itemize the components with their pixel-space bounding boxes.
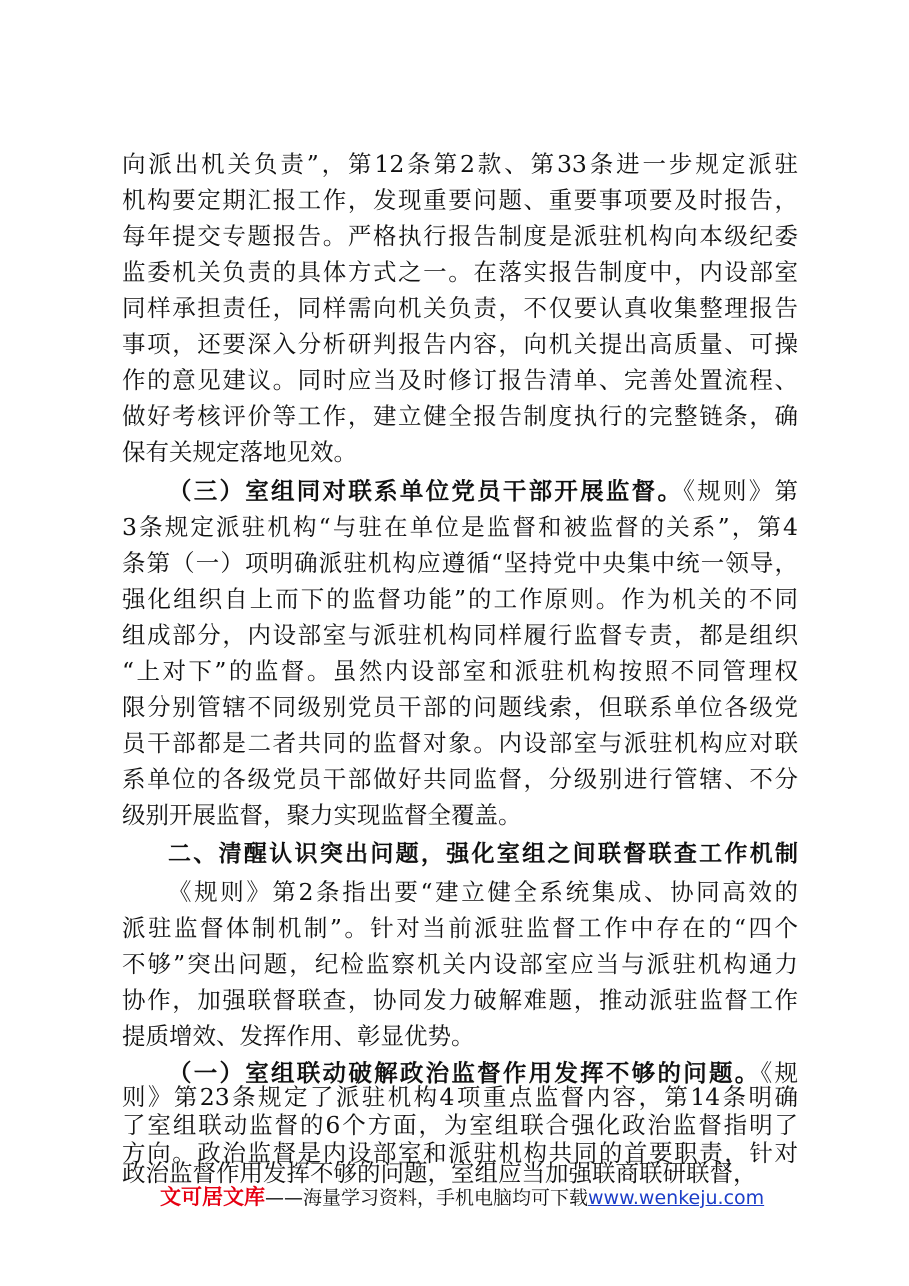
body-line: 协作，加强联督联查，协同发力破解难题，推动派驻监督工作: [122, 986, 798, 1014]
body-line: 限分别管辖不同级别党员干部的问题线索，但联系单位各级党: [122, 693, 798, 721]
footer-tagline: ——海量学习资料，手机电脑均可下载: [265, 1187, 589, 1209]
body-line: 则》第23条规定了派驻机构4项重点监督内容，第14条明确: [122, 1083, 798, 1111]
body-line: 向派出机关负责”，第12条第2款、第33条进一步规定派驻: [122, 150, 798, 178]
footer-brand: 文可居文库: [160, 1185, 265, 1209]
part-2-heading: 二、清醒认识突出问题，强化室组之间联督联查工作机制: [168, 841, 798, 867]
body-line: 机构要定期汇报工作，发现重要问题、重要事项要及时报告，: [122, 186, 798, 214]
body-line: 条第（一）项明确派驻机构应遵循“坚持党中央集中统一领导，: [122, 549, 798, 577]
body-line: 做好考核评价等工作，建立健全报告制度执行的完整链条，确: [122, 402, 798, 430]
part-2-first-line: 《规则》第2条指出要“建立健全系统集成、协同高效的: [168, 878, 798, 906]
body-line: 强化组织自上而下的监督功能”的工作原则。作为机关的不同: [122, 585, 798, 613]
body-line: 了室组联动监督的6个方面，为室组联合强化政治监督指明了: [122, 1111, 798, 1139]
body-line: 事项，还要深入分析研判报告内容，向机关提出高质量、可操: [122, 330, 798, 358]
body-line: 不够”突出问题，纪检监察机关内设部室应当与派驻机构通力: [122, 950, 798, 978]
body-line: 组成部分，内设部室与派驻机构同样履行监督专责，都是组织: [122, 621, 798, 649]
section-1-first-line-rest: 《规: [760, 1059, 799, 1087]
body-line: 监委机关负责的具体方式之一。在落实报告制度中，内设部室: [122, 258, 798, 286]
section-3-first-line-rest: 《规则》第: [683, 477, 799, 505]
footer-watermark: [160, 1182, 780, 1212]
body-line: 作的意见建议。同时应当及时修订报告清单、完善处置流程、: [122, 366, 798, 394]
body-line: 提质增效、发挥作用、彰显优势。: [122, 1022, 475, 1050]
section-3-heading: （三）室组同对联系单位党员干部开展监督。: [168, 477, 684, 505]
body-line: 级别开展监督，聚力实现监督全覆盖。: [122, 801, 522, 829]
section-3-first-line: [168, 473, 798, 509]
body-line: “上对下”的监督。虽然内设部室和派驻机构按照不同管理权: [122, 657, 798, 685]
body-line: 系单位的各级党员干部做好共同监督，分级别进行管辖、不分: [122, 765, 798, 793]
body-line: 3条规定派驻机构“与驻在单位是监督和被监督的关系”，第4: [122, 513, 798, 541]
section-1-heading: （一）室组联动破解政治监督作用发挥不够的问题。: [168, 1059, 761, 1087]
body-line: 每年提交专题报告。严格执行报告制度是派驻机构向本级纪委: [122, 222, 798, 250]
body-line: 员干部都是二者共同的监督对象。内设部室与派驻机构应对联: [122, 729, 798, 757]
body-line: 派驻监督体制机制”。针对当前派驻监督工作中存在的“四个: [122, 914, 798, 942]
body-line: 政治监督作用发挥不够的问题，室组应当加强联商联研联督，: [122, 1159, 757, 1187]
footer-link[interactable]: www.wenkeju.com: [588, 1187, 765, 1209]
body-line: 保有关规定落地见效。: [122, 438, 357, 466]
body-line: 同样承担责任，同样需向机关负责，不仅要认真收集整理报告: [122, 294, 798, 322]
body-line: 方向。政治监督是内设部室和派驻机构共同的首要职责，针对: [122, 1139, 798, 1167]
